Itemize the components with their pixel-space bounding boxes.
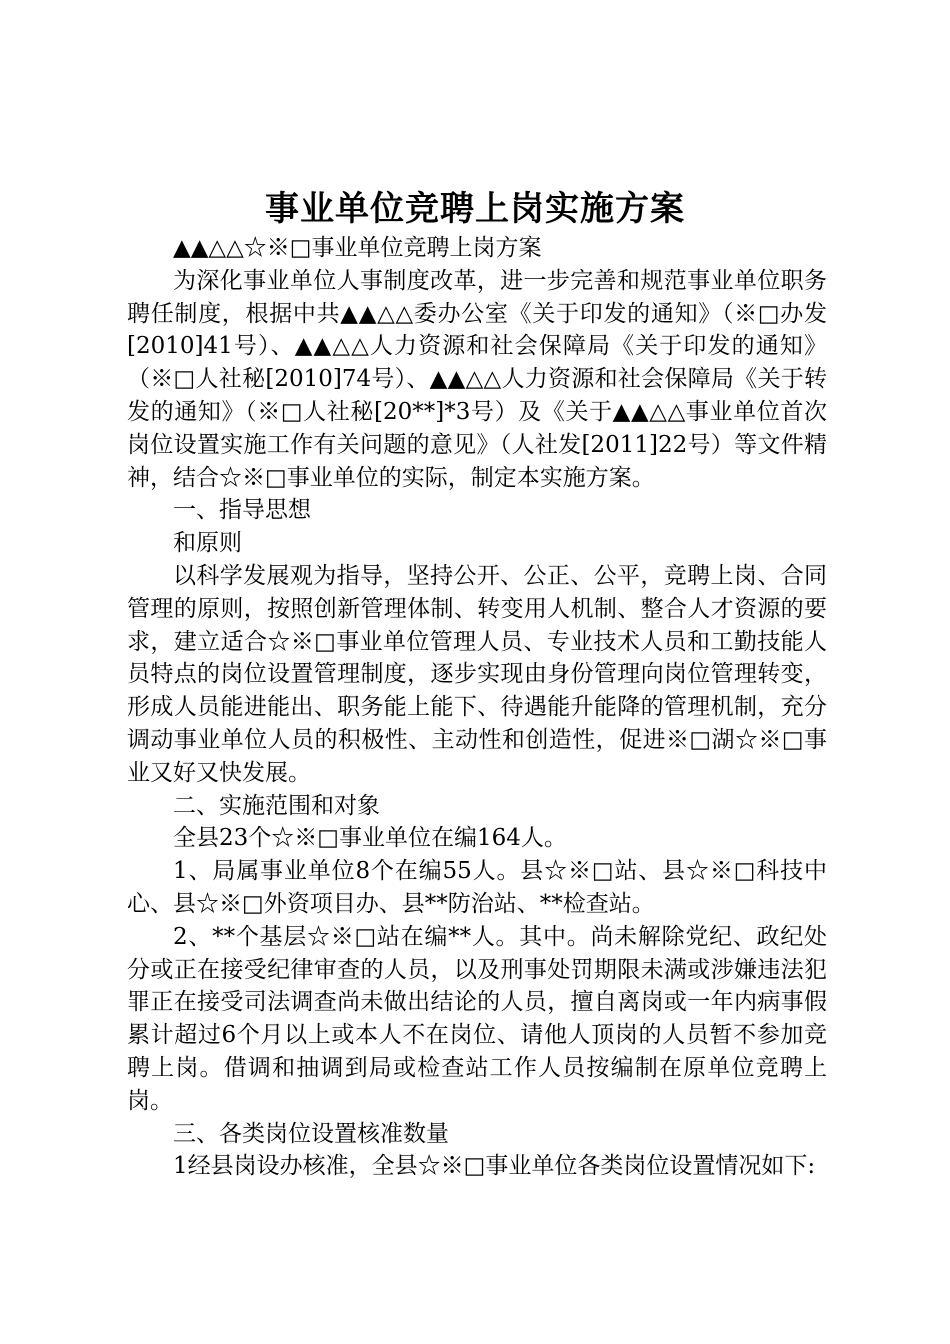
- principles-paragraph: 以科学发展观为指导，坚持公开、公正、公平，竞聘上岗、合同管理的原则，按照创新管理体制、转变用人机制、整合人才资源的要求，建立适合☆※□事业单位管理人员、专业技术人员和工勤技能人员特点的岗位设置管理制度，逐步实现由身份管理向岗位管理转变，形成人员能进能出、职务能上能下、待遇能升能降的管理机制，充分调动事业单位人员的积极性、主动性和创造性，促进※□湖☆※□事业又好又快发展。: [127, 562, 827, 786]
- document-body: [127, 232, 827, 1183]
- document-title: 事业单位竞聘上岗实施方案: [265, 189, 685, 229]
- scope-item-1: 1、局属事业单位8个在编55人。县☆※□站、县☆※□科技中心、县☆※□外资项目办、县**防治站、**检查站。: [127, 858, 827, 917]
- section-heading-positions: 三、各类岗位设置核准数量: [173, 1120, 449, 1147]
- section-heading-scope: 二、实施范围和对象: [173, 792, 380, 819]
- scope-item-2: 2、**个基层☆※□站在编**人。其中。尚未解除党纪、政纪处分或正在接受纪律审查的人员，以及刑事处罚期限未满或涉嫌违法犯罪正在接受司法调查尚未做出结论的人员，擅自离岗或一年内病事假累计超过6个月以上或本人不在岗位、请他人顶岗的人员暂不参加竞聘上岗。借调和抽调到局或检查站工作人员按编制在原单位竞聘上岗。: [127, 923, 827, 1114]
- section-heading-guiding-thought: 一、指导思想: [173, 497, 311, 524]
- subtitle-line: ▲▲△△☆※□事业单位竞聘上岗方案: [173, 235, 542, 261]
- positions-paragraph: 1经县岗设办核准，全县☆※□事业单位各类岗位设置情况如下:: [173, 1153, 816, 1180]
- scope-summary: 全县23个☆※□事业单位在编164人。: [173, 825, 567, 852]
- section-heading-principles: 和原则: [173, 530, 242, 557]
- intro-paragraph: 为深化事业单位人事制度改革，进一步完善和规范事业单位职务聘任制度，根据中共▲▲△△委办公室《关于印发的通知》（※□办发[2010]41号）、▲▲△△人力资源和社会保障局《关于印发的通知》（※□人社秘[2010]74号）、▲▲△△人力资源和社会保障局《关于转发的通知》（※□人社秘[20**]*3号）及《关于▲▲△△事业单位首次岗位设置实施工作有关问题的意见》（人社发[2011]22号）等文件精神，结合☆※□事业单位的实际，制定本实施方案。: [127, 267, 827, 491]
